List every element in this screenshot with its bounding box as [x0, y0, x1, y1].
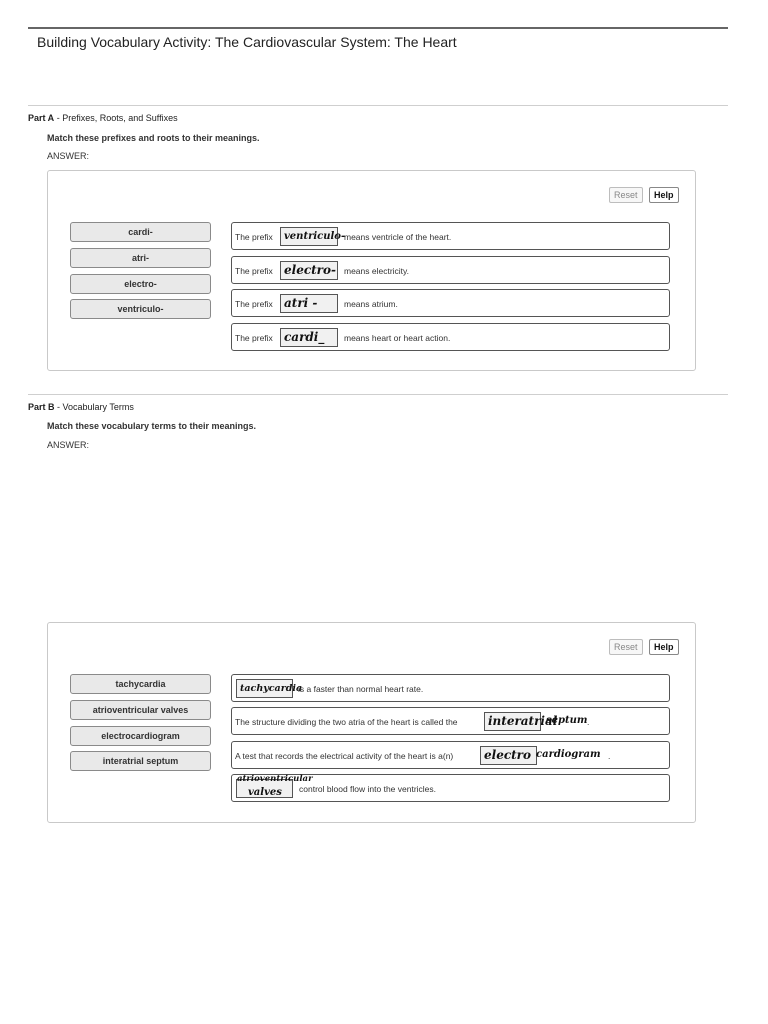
- part-b-title: Vocabulary Terms: [62, 402, 134, 412]
- match-row: [231, 256, 670, 284]
- part-b-separator: -: [54, 402, 63, 412]
- reset-button[interactable]: Reset: [609, 187, 643, 203]
- reset-button[interactable]: Reset: [609, 639, 643, 655]
- row-prefix-text: The prefix: [235, 333, 273, 343]
- drop-target[interactable]: electro: [480, 746, 537, 765]
- drop-target[interactable]: interatrial: [484, 712, 541, 731]
- part-b-panel: [47, 622, 696, 823]
- term-atrioventricular-valves[interactable]: atrioventricular valves: [70, 700, 211, 720]
- part-b-instruction: Match these vocabulary terms to their meanings.: [47, 421, 257, 431]
- match-row: [231, 289, 670, 317]
- row-definition-text: is a faster than normal heart rate.: [298, 684, 424, 694]
- match-row: [231, 707, 670, 735]
- term-electro[interactable]: electro-: [70, 274, 211, 294]
- row-meaning-text: means electricity.: [344, 266, 410, 276]
- part-b-label: Part B: [28, 402, 55, 412]
- row-end-punctuation: .: [587, 717, 590, 727]
- handwritten-overflow-top: atrioventricular: [237, 774, 313, 784]
- row-prefix-text: The prefix: [235, 232, 273, 242]
- page-title: Building Vocabulary Activity: The Cardiovascular System: The Heart: [37, 34, 457, 50]
- handwritten-overflow-bottom: valves: [248, 787, 282, 798]
- row-meaning-text: means atrium.: [344, 299, 398, 309]
- term-ventriculo[interactable]: ventriculo-: [70, 299, 211, 319]
- drop-target[interactable]: atri -: [280, 294, 338, 313]
- term-tachycardia[interactable]: tachycardia: [70, 674, 211, 694]
- part-a-separator: -: [54, 113, 63, 123]
- term-atri[interactable]: atri-: [70, 248, 211, 268]
- part-a-label: Part A: [28, 113, 55, 123]
- part-b-heading: [28, 402, 134, 412]
- term-cardi[interactable]: cardi-: [70, 222, 211, 242]
- match-row: [231, 222, 670, 250]
- drop-target[interactable]: ventriculo-: [280, 227, 338, 246]
- part-a-panel: [47, 170, 696, 371]
- part-a-answer-label: ANSWER:: [47, 151, 90, 161]
- match-row: [231, 741, 670, 769]
- top-rule: [28, 27, 728, 29]
- term-interatrial-septum[interactable]: interatrial septum: [70, 751, 211, 771]
- drop-target[interactable]: tachycardia: [236, 679, 293, 698]
- drop-target[interactable]: electro-: [280, 261, 338, 280]
- handwritten-continuation: cardiogram: [536, 749, 601, 760]
- row-definition-text: A test that records the electrical activity of the heart is a(n): [235, 751, 454, 761]
- match-row: [231, 674, 670, 702]
- header-rule: [28, 105, 728, 106]
- match-row: [231, 774, 670, 802]
- row-definition-text: The structure dividing the two atria of the heart is called the: [235, 717, 458, 727]
- term-electrocardiogram[interactable]: electrocardiogram: [70, 726, 211, 746]
- row-prefix-text: The prefix: [235, 266, 273, 276]
- row-meaning-text: means ventricle of the heart.: [344, 232, 452, 242]
- drop-target[interactable]: cardi_: [280, 328, 338, 347]
- help-button[interactable]: Help: [649, 187, 679, 203]
- row-prefix-text: The prefix: [235, 299, 273, 309]
- handwritten-continuation: septum: [546, 715, 588, 726]
- help-button[interactable]: Help: [649, 639, 679, 655]
- row-end-punctuation: .: [608, 751, 611, 761]
- section-rule: [28, 394, 728, 395]
- part-b-answer-label: ANSWER:: [47, 440, 90, 450]
- part-a-instruction: Match these prefixes and roots to their meanings.: [47, 133, 260, 143]
- row-meaning-text: means heart or heart action.: [344, 333, 451, 343]
- part-a-heading: [28, 113, 178, 123]
- row-definition-text: control blood flow into the ventricles.: [299, 784, 437, 794]
- part-a-title: Prefixes, Roots, and Suffixes: [62, 113, 178, 123]
- match-row: [231, 323, 670, 351]
